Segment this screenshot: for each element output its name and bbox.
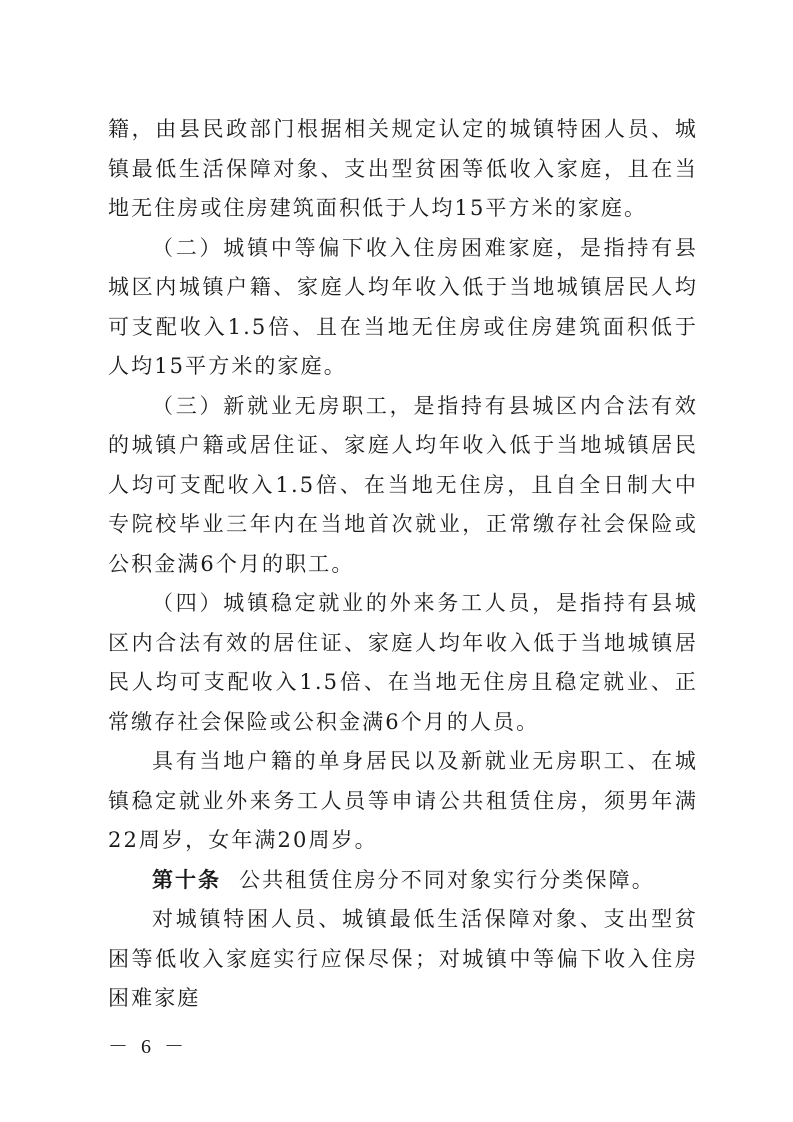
paragraph-continuation: 籍，由县民政部门根据相关规定认定的城镇特困人员、城镇最低生活保障对象、支出型贫困等低收入家庭，且在当地无住房或住房建筑面积低于人均15平方米的家庭。 xyxy=(108,117,698,220)
paragraph-article-10 xyxy=(108,861,698,901)
page-number: － 6 － xyxy=(108,1036,188,1058)
body-text xyxy=(108,110,698,1019)
paragraph-item-4: （四）城镇稳定就业的外来务工人员，是指持有县城区内合法有效的居住证、家庭人均年收入低于当地城镇居民人均可支配收入1.5倍、在当地无住房且稳定就业、正常缴存社会保险或公积金满6个月的人员。 xyxy=(108,591,698,734)
paragraph-item-3: （三）新就业无房职工，是指持有县城区内合法有效的城镇户籍或居住证、家庭人均年收入低于当地城镇居民人均可支配收入1.5倍、在当地无住房，且自全日制大中专院校毕业三年内在当地首次就业，正常缴存社会保险或公积金满6个月的职工。 xyxy=(108,393,698,576)
article-heading: 第十条 xyxy=(152,867,221,892)
article-10-text: 公共租赁住房分不同对象实行分类保障。 xyxy=(239,867,655,892)
paragraph-classification: 对城镇特困人员、城镇最低生活保障对象、支出型贫困等低收入家庭实行应保尽保；对城镇中等偏下收入住房困难家庭 xyxy=(108,907,698,1010)
paragraph-item-2: （二）城镇中等偏下收入住房困难家庭，是指持有县城区内城镇户籍、家庭人均年收入低于当地城镇居民人均可支配收入1.5倍、且在当地无住房或住房建筑面积低于人均15平方米的家庭。 xyxy=(108,235,698,378)
paragraph-age-requirement: 具有当地户籍的单身居民以及新就业无房职工、在城镇稳定就业外来务工人员等申请公共租赁住房，须男年满22周岁，女年满20周岁。 xyxy=(108,749,698,852)
